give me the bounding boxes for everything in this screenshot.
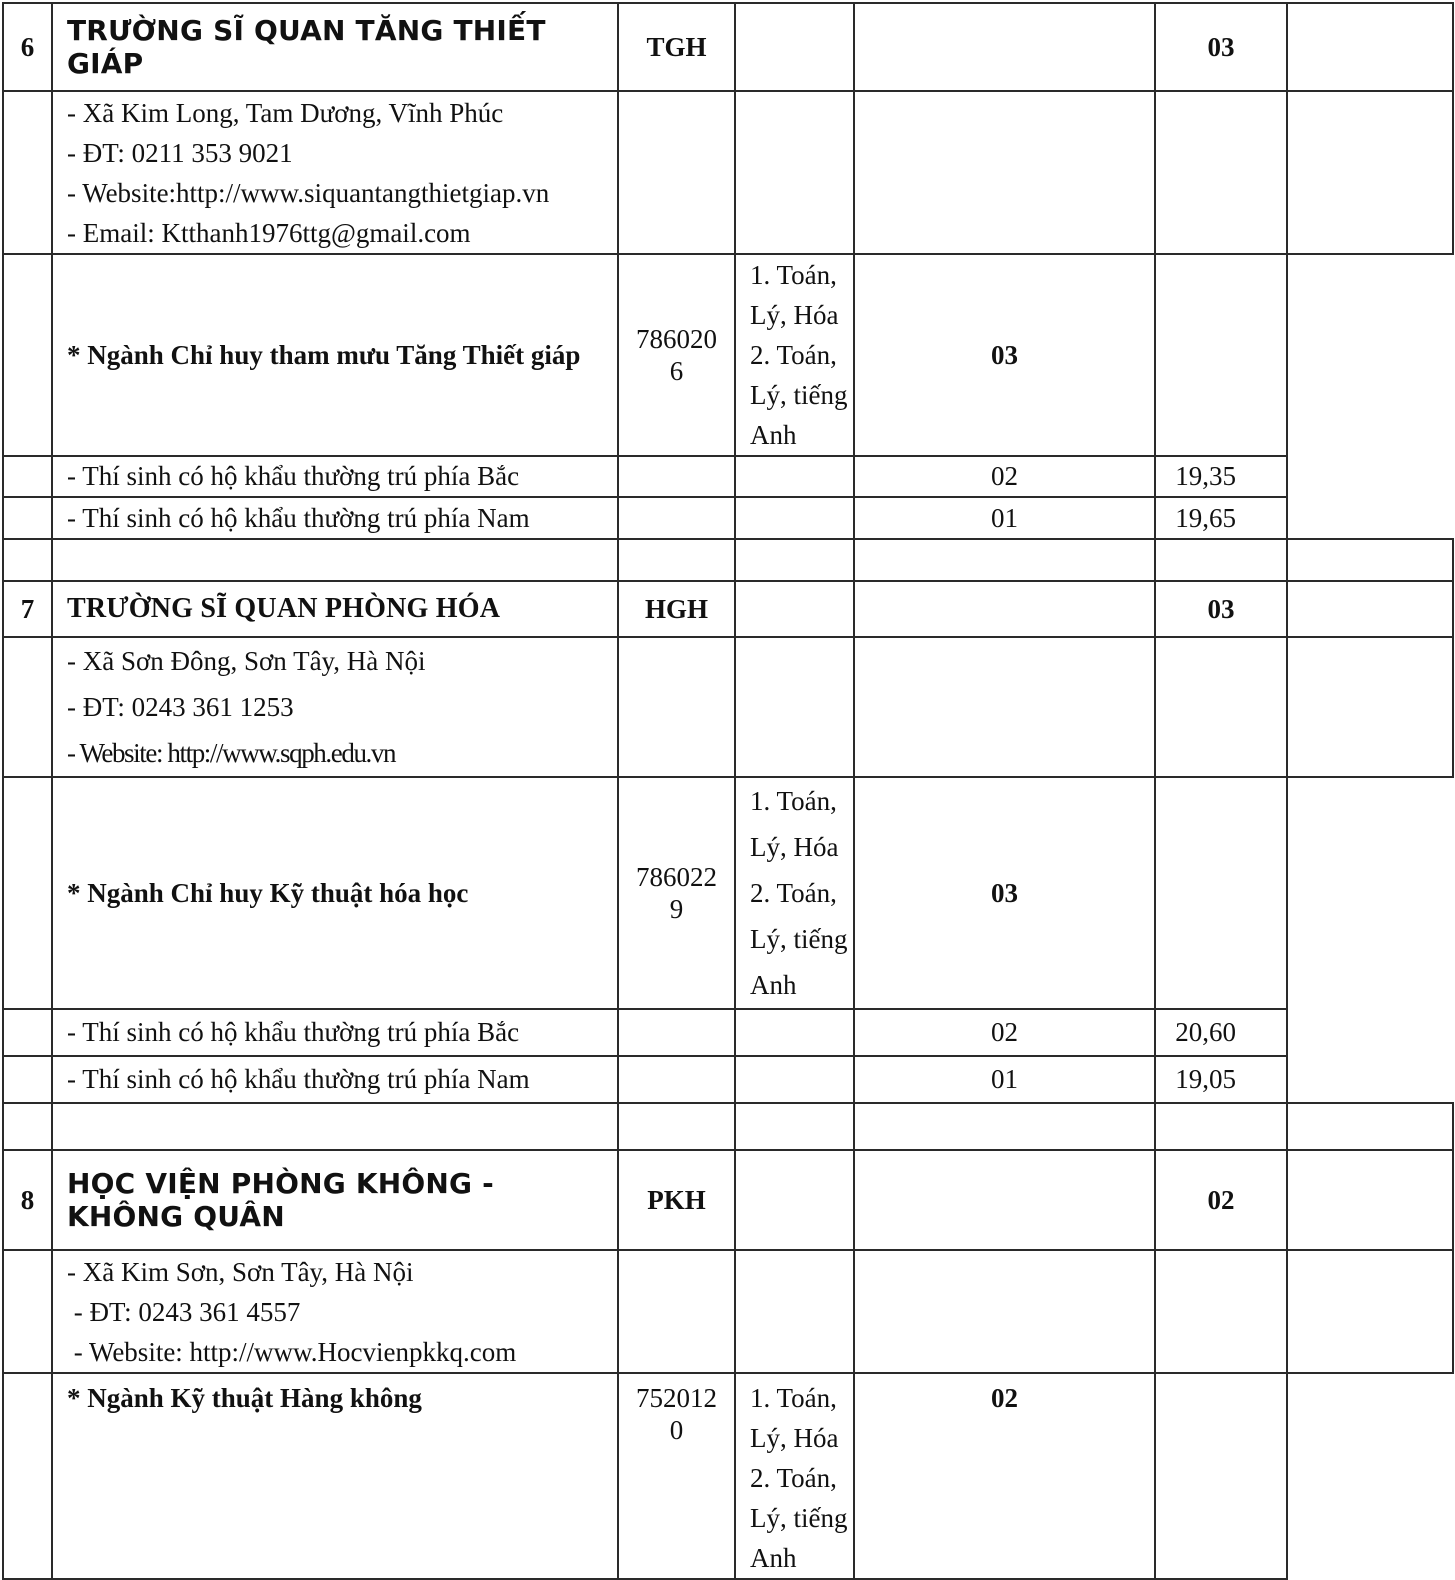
major-code-part2: 6	[669, 356, 684, 386]
group-quota: 01	[854, 497, 1155, 539]
empty-cell	[735, 581, 854, 637]
empty-cell	[3, 91, 52, 254]
candidate-row	[3, 1056, 1453, 1103]
major-row	[3, 777, 1453, 1009]
major-code-cell	[618, 1373, 735, 1579]
school-code: HGH	[618, 581, 735, 637]
empty-cell	[854, 637, 1155, 777]
school-info-row	[3, 637, 1453, 777]
empty-cell	[1155, 1373, 1287, 1579]
major-code-part1: 752012	[636, 1383, 717, 1413]
empty-cell	[3, 637, 52, 777]
candidate-row	[3, 1009, 1453, 1056]
major-code-part2: 9	[669, 894, 684, 924]
empty-cell	[618, 1009, 735, 1056]
school-index: 7	[3, 581, 52, 637]
spacer-row	[3, 539, 1453, 581]
major-quota: 02	[854, 1373, 1155, 1579]
website-link[interactable]: - Website: http://www.sqph.edu.vn	[67, 738, 396, 768]
empty-cell	[735, 497, 854, 539]
school-name: TRƯỜNG SĨ QUAN TĂNG THIẾT GIÁP	[67, 13, 546, 80]
school-header-row	[3, 1150, 1453, 1250]
school-index: 8	[3, 1150, 52, 1250]
website-link[interactable]: - Website: http://www.Hocvienpkkq.com	[67, 1336, 517, 1367]
major-name: * Ngành Chỉ huy Kỹ thuật hóa học	[52, 777, 618, 1009]
school-info-row	[3, 1250, 1453, 1373]
cutoff-score: 20,60	[1155, 1009, 1287, 1056]
major-code-part2: 0	[669, 1415, 684, 1445]
school-total-quota: 03	[1155, 581, 1287, 637]
cutoff-score: 19,35	[1155, 456, 1287, 497]
empty-cell	[1287, 1250, 1453, 1373]
subject-combo: 2. Toán, Lý, tiếng Anh	[750, 1463, 848, 1573]
candidate-group-label: - Thí sinh có hộ khẩu thường trú phía Nam	[52, 1056, 618, 1103]
empty-cell	[3, 456, 52, 497]
empty-cell	[1155, 637, 1287, 777]
subject-combo: 1. Toán, Lý, Hóa	[750, 786, 839, 862]
empty-cell	[618, 637, 735, 777]
empty-cell	[854, 1250, 1155, 1373]
major-quota: 03	[854, 777, 1155, 1009]
major-row	[3, 254, 1453, 456]
school-info-row	[3, 91, 1453, 254]
empty-cell	[618, 1056, 735, 1103]
major-name: * Ngành Kỹ thuật Hàng không	[52, 1373, 618, 1579]
empty-cell	[618, 1250, 735, 1373]
group-quota: 02	[854, 1009, 1155, 1056]
school-total-quota: 02	[1155, 1150, 1287, 1250]
empty-cell	[854, 3, 1155, 91]
address-text: - Xã Kim Sơn, Sơn Tây, Hà Nội	[67, 1256, 414, 1287]
subject-combo: 1. Toán, Lý, Hóa	[750, 1383, 839, 1453]
phone-text: - ĐT: 0211 353 9021	[67, 137, 293, 168]
school-code: PKH	[618, 1150, 735, 1250]
email-link[interactable]: - Email: Ktthanh1976ttg@gmail.com	[67, 217, 471, 248]
empty-cell	[735, 1250, 854, 1373]
subject-combo: 2. Toán, Lý, tiếng Anh	[750, 340, 848, 450]
school-code: TGH	[618, 3, 735, 91]
subject-combo: 1. Toán, Lý, Hóa	[750, 260, 839, 330]
school-header-row	[3, 581, 1453, 637]
candidate-row	[3, 456, 1453, 497]
empty-cell	[618, 497, 735, 539]
school-info-cell	[52, 1250, 618, 1373]
empty-cell	[735, 1009, 854, 1056]
empty-cell	[618, 456, 735, 497]
empty-cell	[1287, 1150, 1453, 1250]
empty-cell	[1287, 91, 1453, 254]
subject-combos-cell	[735, 777, 854, 1009]
major-row	[3, 1373, 1453, 1579]
major-code-cell	[618, 777, 735, 1009]
empty-cell	[735, 3, 854, 91]
phone-text: - ĐT: 0243 361 1253	[67, 692, 294, 722]
empty-cell	[3, 1250, 52, 1373]
empty-cell	[3, 1373, 52, 1579]
phone-text: - ĐT: 0243 361 4557	[67, 1296, 301, 1327]
empty-cell	[1287, 581, 1453, 637]
empty-cell	[3, 777, 52, 1009]
candidate-group-label: - Thí sinh có hộ khẩu thường trú phía Bắc	[52, 456, 618, 497]
major-code-part1: 786022	[636, 862, 717, 892]
address-text: - Xã Kim Long, Tam Dương, Vĩnh Phúc	[67, 97, 504, 128]
school-header-row	[3, 3, 1453, 91]
empty-cell	[3, 1056, 52, 1103]
school-name-cell	[52, 581, 618, 637]
school-name-cell	[52, 3, 618, 91]
school-name-cell	[52, 1150, 618, 1250]
school-info-cell	[52, 91, 618, 254]
empty-cell	[735, 456, 854, 497]
subject-combos-cell	[735, 1373, 854, 1579]
subject-combos-cell	[735, 254, 854, 456]
group-quota: 01	[854, 1056, 1155, 1103]
admissions-table	[2, 2, 1454, 1580]
candidate-row	[3, 497, 1453, 539]
group-quota: 02	[854, 456, 1155, 497]
candidate-group-label: - Thí sinh có hộ khẩu thường trú phía Nam	[52, 497, 618, 539]
school-total-quota: 03	[1155, 3, 1287, 91]
candidate-group-label: - Thí sinh có hộ khẩu thường trú phía Bắc	[52, 1009, 618, 1056]
empty-cell	[735, 91, 854, 254]
empty-cell	[3, 1009, 52, 1056]
empty-cell	[854, 581, 1155, 637]
empty-cell	[854, 1150, 1155, 1250]
empty-cell	[1155, 777, 1287, 1009]
school-info-cell	[52, 637, 618, 777]
empty-cell	[3, 497, 52, 539]
empty-cell	[1287, 3, 1453, 91]
empty-cell	[1155, 91, 1287, 254]
website-link[interactable]: - Website:http://www.siquantangthietgiap.vn	[67, 177, 550, 208]
empty-cell	[1287, 637, 1453, 777]
spacer-row	[3, 1103, 1453, 1150]
empty-cell	[735, 1056, 854, 1103]
empty-cell	[3, 254, 52, 456]
empty-cell	[735, 1150, 854, 1250]
empty-cell	[1155, 1250, 1287, 1373]
cutoff-score: 19,65	[1155, 497, 1287, 539]
major-code-part1: 786020	[636, 324, 717, 354]
school-name: HỌC VIỆN PHÒNG KHÔNG - KHÔNG QUÂN	[67, 1166, 494, 1233]
empty-cell	[618, 91, 735, 254]
major-code-cell	[618, 254, 735, 456]
empty-cell	[735, 637, 854, 777]
major-quota: 03	[854, 254, 1155, 456]
cutoff-score: 19,05	[1155, 1056, 1287, 1103]
major-name: * Ngành Chỉ huy tham mưu Tăng Thiết giáp	[52, 254, 618, 456]
subject-combo: 2. Toán, Lý, tiếng Anh	[750, 878, 848, 1000]
empty-cell	[1155, 254, 1287, 456]
address-text: - Xã Sơn Đông, Sơn Tây, Hà Nội	[67, 646, 426, 676]
school-name: TRƯỜNG SĨ QUAN PHÒNG HÓA	[67, 593, 501, 625]
school-index: 6	[3, 3, 52, 91]
empty-cell	[854, 91, 1155, 254]
